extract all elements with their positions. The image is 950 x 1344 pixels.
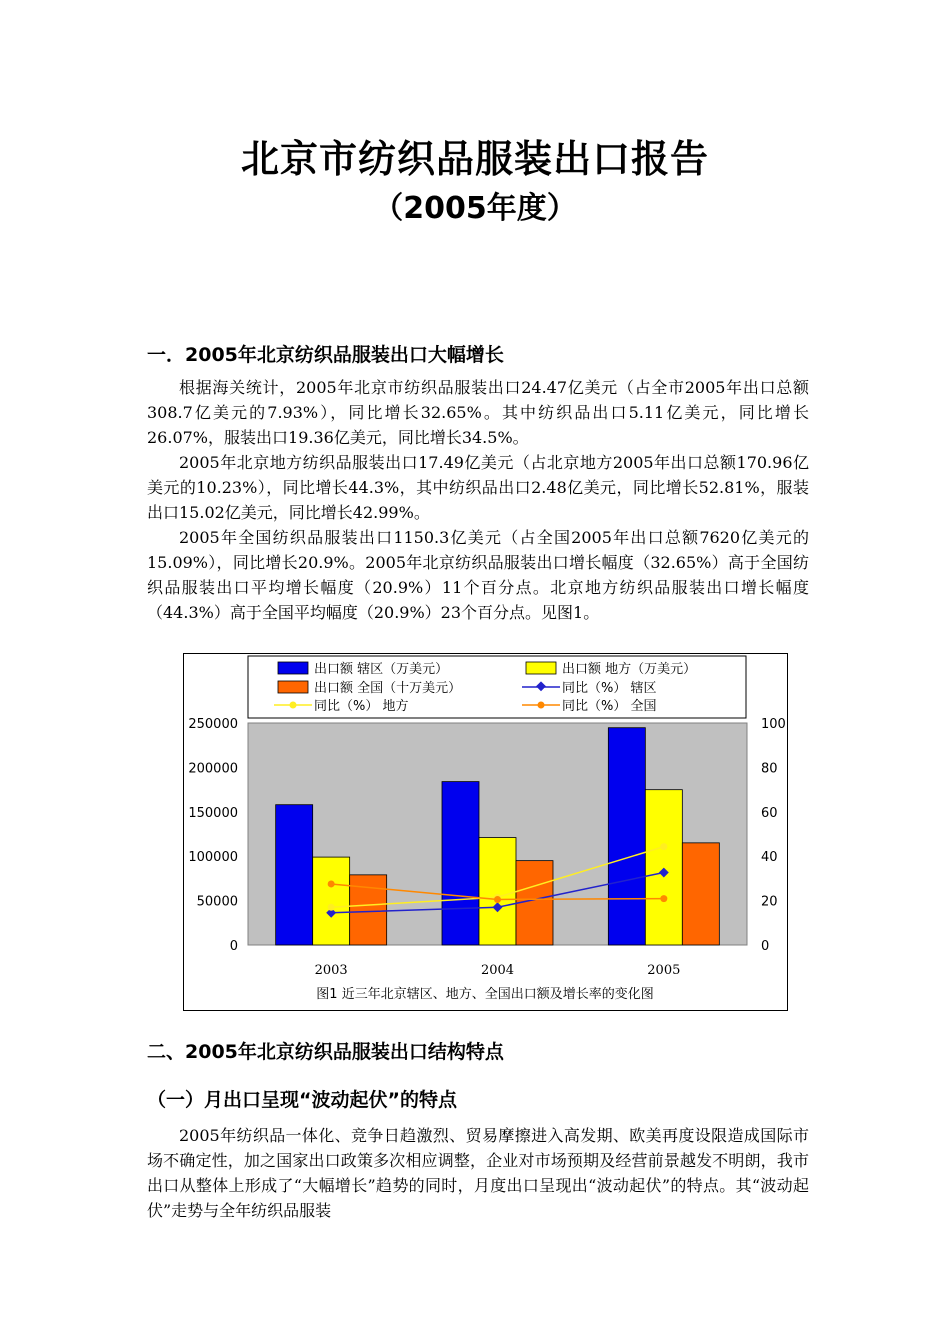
paragraph-1: 根据海关统计，2005年北京市纺织品服装出口24.47亿美元（占全市2005年出口总额308.7亿美元的7.93%），同比增长32.65%。其中纺织品出口5.11亿美元，同比增长26.07%，服装出口19.36亿美元，同比增长34.5%。	[147, 378, 809, 447]
legend-marker-5	[538, 702, 545, 709]
bar-2003-1	[313, 857, 350, 945]
legend-label-2: 出口额 全国（十万美元）	[314, 681, 462, 696]
report-title: 北京市纺织品服装出口报告	[240, 137, 709, 181]
left-tick-label: 50000	[196, 894, 238, 910]
legend-label-1: 出口额 地方（万美元）	[562, 662, 697, 677]
point-4-0	[328, 904, 335, 911]
chart-svg	[184, 654, 787, 1010]
section-2-heading: 二、2005年北京纺织品服装出口结构特点	[147, 1041, 504, 1063]
left-tick-label: 250000	[188, 717, 238, 732]
x-category-label: 2003	[314, 963, 348, 978]
subsection-1-heading: （一）月出口呈现“波动起伏”的特点	[147, 1089, 457, 1111]
right-tick-label: 0	[761, 939, 770, 954]
section-1-heading: 一．2005年北京纺织品服装出口大幅增长	[147, 344, 504, 366]
paragraph-2: 2005年北京地方纺织品服装出口17.49亿美元（占北京地方2005年出口总额170.96亿美元的10.23%），同比增长44.3%，其中纺织品出口2.48亿美元，同比增长52.81%，服装出口15.02亿美元，同比增长42.99%。	[147, 453, 809, 522]
left-tick-label: 100000	[188, 850, 238, 866]
right-tick-label: 80	[761, 761, 778, 777]
bar-2004-0	[442, 782, 479, 945]
right-tick-label: 100	[761, 717, 786, 732]
legend-label-3: 同比（%） 辖区	[562, 681, 657, 696]
x-category-label: 2004	[480, 963, 515, 978]
point-5-0	[328, 880, 335, 887]
left-tick-label: 0	[229, 939, 238, 954]
right-tick-label: 20	[761, 894, 778, 910]
legend-label-0: 出口额 辖区（万美元）	[314, 662, 449, 677]
bar-2003-0	[276, 805, 313, 945]
left-tick-label: 150000	[188, 805, 238, 821]
bar-2005-2	[682, 843, 719, 945]
paragraph-4: 2005年纺织品一体化、竞争日趋激烈、贸易摩擦进入高发期、欧美再度设限造成国际市场不确定性，加之国家出口政策多次相应调整，企业对市场预期及经营前景越发不明朗，我市出口从整体上形成了“大幅增长”趋势的同时，月度出口呈现出“波动起伏”的特点。其“波动起伏”走势与全年纺织品服装	[147, 1126, 809, 1220]
paragraph-3: 2005年全国纺织品服装出口1150.3亿美元（占全国2005年出口总额7620亿美元的15.09%），同比增长20.9%。2005年北京纺织品服装出口增长幅度（32.65%）高于全国纺织品服装出口平均增长幅度（20.9%）11个百分点。北京地方纺织品服装出口增长幅度（44.3%）高于全国平均幅度（20.9%）23个百分点。见图1。	[147, 528, 809, 622]
point-5-2	[660, 895, 667, 902]
right-tick-label: 60	[761, 805, 778, 821]
point-5-1	[494, 896, 501, 903]
legend-label-4: 同比（%） 地方	[314, 699, 409, 714]
bar-2005-0	[608, 728, 645, 945]
export-chart	[183, 653, 788, 1011]
x-category-label: 2005	[647, 963, 681, 978]
bar-2004-1	[479, 838, 516, 945]
bar-2003-2	[350, 875, 387, 945]
left-tick-label: 200000	[188, 761, 238, 777]
right-tick-label: 40	[761, 850, 778, 866]
legend-marker-4	[290, 702, 297, 709]
legend-swatch-2	[278, 681, 308, 693]
legend-label-5: 同比（%） 全国	[562, 699, 657, 714]
report-subtitle: （2005年度）	[373, 191, 577, 226]
legend-swatch-1	[526, 662, 556, 674]
point-4-2	[660, 843, 667, 850]
bar-2005-1	[645, 790, 682, 945]
legend-swatch-0	[278, 662, 308, 674]
chart-caption: 图1 近三年北京辖区、地方、全国出口额及增长率的变化图	[316, 987, 654, 1002]
